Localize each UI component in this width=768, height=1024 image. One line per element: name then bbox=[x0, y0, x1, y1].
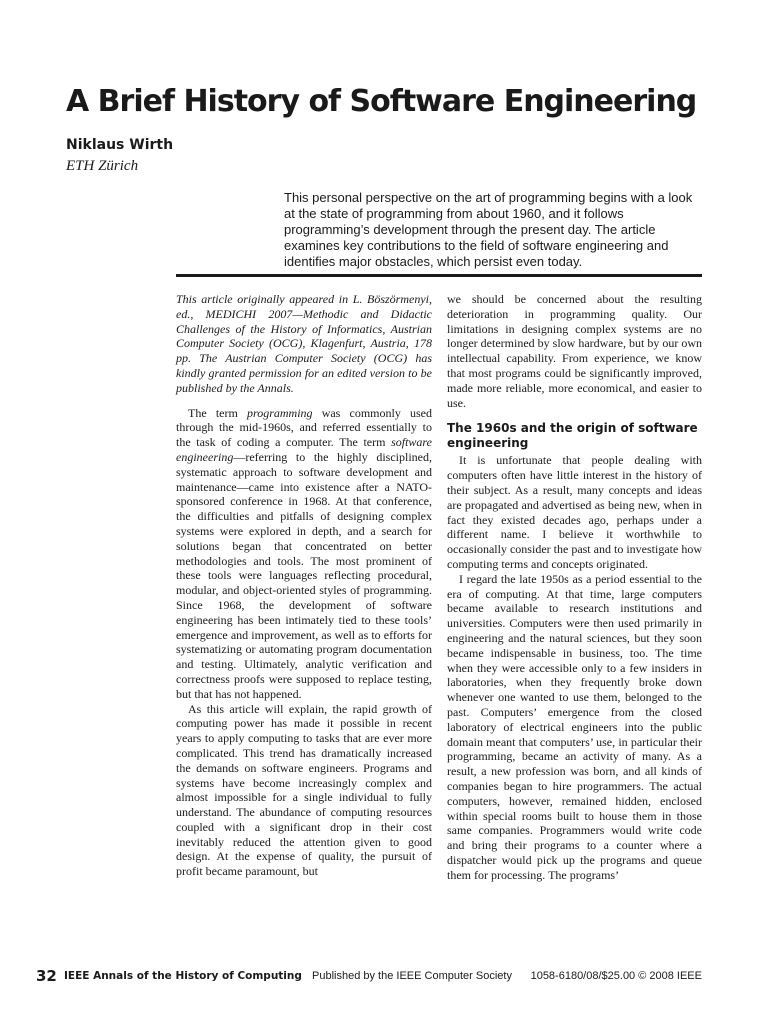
article-title: A Brief History of Software Engineering bbox=[66, 84, 697, 119]
abstract: This personal perspective on the art of programming begins with a look at the state of programming from about 1960, and it follows programming’s development through the present day. The article examines key contributions to the field of software engineering and identifies major obstacles, which persist even today. bbox=[284, 190, 693, 269]
page-number: 32 bbox=[36, 967, 57, 985]
body-paragraph: It is unfortunate that people dealing with computers often have little interest in the history of their subject. As a result, many concepts and ideas are propagated and advertised as being new, when in fact they existed decades ago, perhaps under a different name. I believe it worthwhile to occasionally consider the past and to investigate how computing terms and concepts originated. bbox=[447, 453, 702, 571]
section-heading: The 1960s and the origin of software engineering bbox=[447, 421, 698, 451]
right-column bbox=[447, 292, 702, 882]
body-paragraph: As this article will explain, the rapid growth of computing power has made it possible in recent years to apply computing to tasks that are ever more complicated. This trend has dramatically increased the demands on software engineers. Programs and systems have become increasingly complex and almost impossible for a single individual to fully understand. The abundance of computing resources coupled with a significant drop in their cost inevitably reduced the attention given to good design. At the expense of quality, the pursuit of profit became paramount, but bbox=[176, 701, 432, 879]
body-paragraph: I regard the late 1950s as a period essential to the era of computing. At that time, large computers became available to research institutions and universities. Computers were then used primarily in engineering and the natural sciences, but they soon became indispensable in business, too. The time when they were accessible only to a few insiders in laboratories, when they frequently broke down whenever one wanted to use them, belonged to the past. Computers’ emergence from the closed laboratory of electrical engineers into the public domain meant that computers’ use, in particular their programming, became an activity of many. As a result, a new profession was born, and all kinds of companies began to hire programmers. The actual computers, however, remained hidden, enclosed within special rooms built to house them in those same companies. Programmers would write code and bring their programs to a counter where a dispatcher would pick up the programs and queue them for processing. The programs’ bbox=[447, 571, 702, 882]
left-column bbox=[176, 292, 432, 879]
body-paragraph: we should be concerned about the resulting deterioration in programming quality. Our limitations in designing complex systems are no longer determined by slow hardware, but by our own intellectual capability. From experience, we know that most programs could be significantly improved, made more reliable, more economical, and easier to use. bbox=[447, 292, 702, 410]
term-software-engineering: software engineering bbox=[176, 435, 432, 464]
abstract-divider bbox=[176, 274, 702, 277]
issn-copyright: 1058-6180/08/$25.00 © 2008 IEEE bbox=[530, 970, 702, 982]
term-programming: programming bbox=[246, 405, 313, 420]
author-name: Niklaus Wirth bbox=[66, 137, 174, 153]
body-paragraph: The term programming was commonly used through the mid-1960s, and referred essentially to the task of coding a computer. The term software engineering—referring to the highly disciplined, systematic approach to software development and maintenance—came into existence after a NATO-sponsored conference in 1968. At that conference, the difficulties and pitfalls of designing complex systems were explored in depth, and a search for solutions began that concentrated on better methodologies and tools. The most prominent of these tools were languages reflecting procedural, modular, and object-oriented styles of programming. Since 1968, the development of software engineering has been intimately tied to these tools’ emergence and improvement, as well as to efforts for systematizing or automating program documentation and testing. Ultimately, analytic verification and correctness proofs were supposed to replace testing, but that has not happened. bbox=[176, 405, 432, 701]
publisher-line: Published by the IEEE Computer Society bbox=[312, 970, 512, 982]
journal-name: IEEE Annals of the History of Computing bbox=[64, 970, 302, 982]
publication-note: This article originally appeared in L. Böszörmenyi, ed., MEDICHI 2007—Methodic and Didactic Challenges of the History of Informatics, Austrian Computer Society (OCG), Klagenfurt, Austria, 178 pp. The Austrian Computer Society (OCG) has kindly granted permission for an edited version to be published by the Annals. bbox=[176, 292, 432, 395]
author-affiliation: ETH Zürich bbox=[66, 158, 139, 174]
